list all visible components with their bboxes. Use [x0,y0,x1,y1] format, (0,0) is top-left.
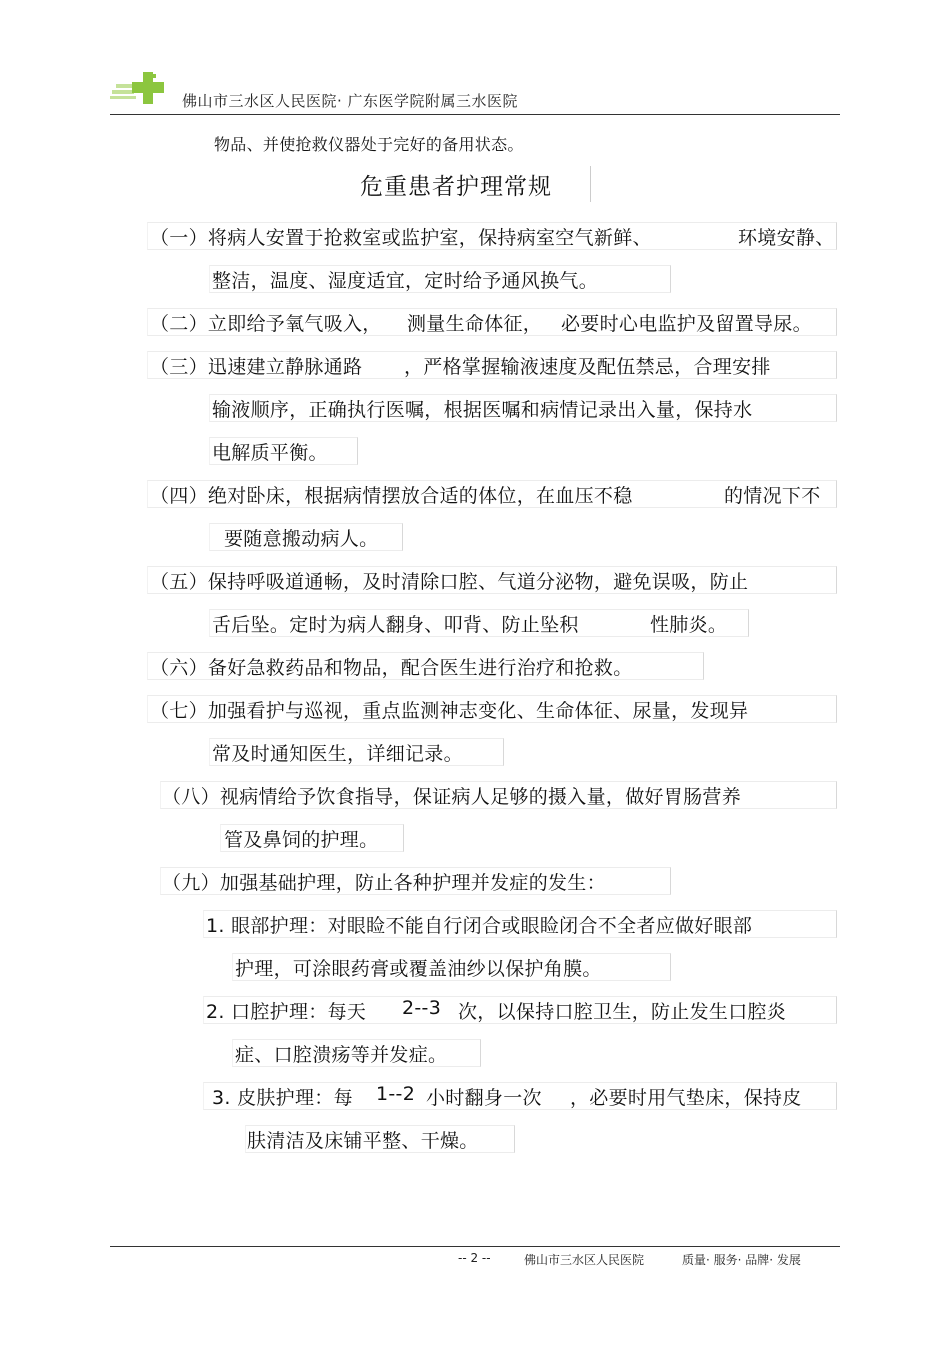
subitem-3-line-b: 肤清洁及床铺平整、干燥。 [247,1130,479,1152]
footer-page-number: -- 2 -- [458,1251,491,1265]
item-8-line-a: （八）视病情给予饮食指导，保证病人足够的摄入量，做好胃肠营养 [162,786,742,808]
item-3-part-a: （三）迅速建立静脉通路 [150,356,363,378]
item-2-part-a: （二）立即给予氧气吸入， [150,313,382,335]
item-5-part-c: 性肺炎。 [650,614,728,636]
hospital-logo [110,70,172,106]
subitem-3-part-b: 1--2 [376,1083,416,1105]
subitem-1-line-a: 1. 眼部护理：对眼睑不能自行闭合或眼睑闭合不全者应做好眼部 [206,915,753,937]
item-3-line-c: 电解质平衡。 [212,442,328,464]
subitem-1-line-b: 护理，可涂眼药膏或覆盖油纱以保护角膜。 [235,958,602,980]
item-6-line: （六）备好急救药品和物品，配合医生进行治疗和抢救。 [150,657,633,679]
item-7-line-a: （七）加强看护与巡视，重点监测神志变化、生命体征、尿量，发现异 [150,700,749,722]
subitem-2-part-c: 次，以保持口腔卫生，防止发生口腔炎 [458,1001,787,1023]
subitem-3-part-d: ，必要时用气垫床，保持皮 [570,1087,802,1109]
item-8-line-b: 管及鼻饲的护理。 [224,829,379,851]
item-9-line: （九）加强基础护理，防止各种护理并发症的发生： [162,872,606,894]
subitem-3-part-c: 小时翻身一次 [426,1087,542,1109]
item-7-line-b: 常及时通知医生，详细记录。 [212,743,463,765]
item-4-part-b: 的情况下不 [724,485,821,507]
item-3-part-b: ，严格掌握输液速度及配伍禁忌，合理安排 [404,356,771,378]
header-divider [110,114,840,115]
footer-slogan: 质量· 服务· 品牌· 发展 [682,1253,801,1267]
item-1-line-a: （一）将病人安置于抢救室或监护室，保持病室空气新鲜、 [150,227,652,249]
item-3-line-b: 输液顺序，正确执行医嘱，根据医嘱和病情记录出入量，保持水 [212,399,753,421]
header-hospital-title: 佛山市三水区人民医院· 广东医学院附属三水医院 [182,92,519,110]
item-5-part-b: 舌后坠。定时为病人翻身、叩背、防止坠积 [212,614,579,636]
footer-hospital: 佛山市三水区人民医院 [524,1253,645,1267]
intro-line: 物品、并使抢救仪器处于完好的备用状态。 [214,135,524,154]
item-2-part-b: 测量生命体征， [407,313,543,335]
subitem-2-line-b: 症、口腔溃疡等并发症。 [235,1044,448,1066]
subitem-3-part-a: 3. 皮肤护理：每 [212,1087,353,1109]
footer-divider [110,1246,840,1247]
subitem-2-part-b: 2--3 [402,997,442,1019]
item-2-part-c: 必要时心电监护及留置导尿。 [561,313,812,335]
page-title: 危重患者护理常规 [360,174,552,200]
item-1-line-b: 整洁，温度、湿度适宜，定时给予通风换气。 [212,270,599,292]
title-marker [590,166,591,202]
subitem-2-part-a: 2. 口腔护理：每天 [206,1001,367,1023]
item-5-line-a: （五）保持呼吸道通畅，及时清除口腔、气道分泌物，避免误吸，防止 [150,571,749,593]
item-4-line-b: 要随意搬动病人。 [224,528,379,550]
item-4-part-a: （四）绝对卧床，根据病情摆放合适的体位，在血压不稳 [150,485,633,507]
item-1-line-a-tail: 环境安静、 [738,227,835,249]
